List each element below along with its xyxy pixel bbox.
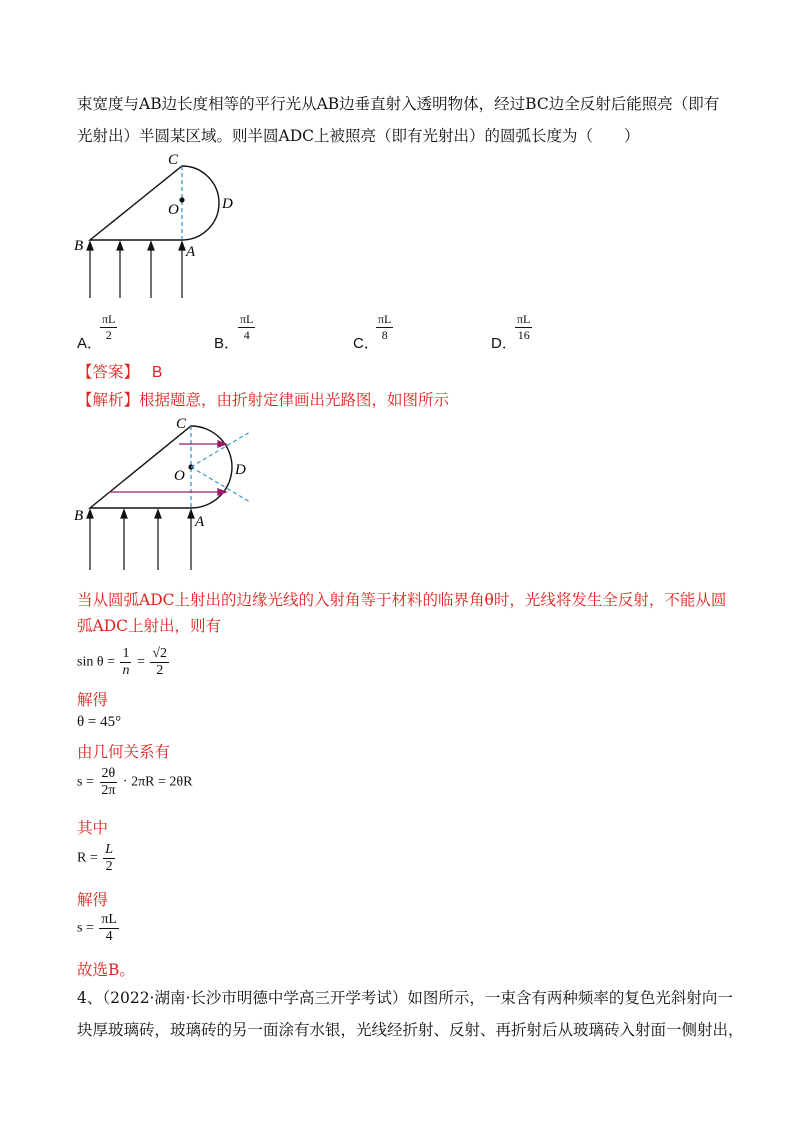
answer-value: B (151, 364, 163, 381)
analysis-para-2: 弧ADC上射出，则有 (77, 617, 221, 635)
equation-2: θ = 45° (77, 714, 122, 730)
equation-1: sin θ = $\frac{1}{n}$ = $\frac{√2}{2}$ (77, 646, 168, 678)
option-b-value: πL 4 (240, 312, 254, 342)
label-O-2: O (174, 468, 185, 484)
solve-label-1: 解得 (77, 691, 109, 709)
label-C-2: C (176, 416, 187, 432)
equation-3: s = $\frac{2\theta}{2\pi}$ · 2πR = 2θR (77, 766, 193, 798)
label-O: O (168, 202, 179, 218)
label-A: A (186, 244, 196, 260)
label-B: B (74, 238, 84, 254)
option-a[interactable]: A． (77, 335, 103, 352)
option-a-value: πL 2 (102, 312, 116, 342)
answer-line (77, 362, 162, 383)
equation-5: s = $\frac{\pi L}{4}$ (77, 912, 117, 944)
label-B-2: B (74, 508, 84, 524)
question-figure (70, 148, 250, 300)
conclusion: 故选B。 (77, 961, 135, 979)
option-c-value: πL 8 (378, 312, 392, 342)
label-D-2: D (235, 462, 246, 478)
next-question-line-2: 块厚玻璃砖，玻璃砖的另一面涂有水银，光线经折射、反射、再折射后从玻璃砖入射面一侧射出， (77, 1021, 744, 1039)
option-d-value: πL 16 (517, 312, 531, 342)
answer-tag: 【答案】 (77, 363, 140, 381)
analysis-para-1: 当从圆弧ADC上射出的边缘光线的入射角等于材料的临界角θ时，光线将发生全反射，不能从圆 (77, 591, 727, 609)
label-D: D (222, 196, 233, 212)
option-b[interactable]: B． (214, 335, 240, 352)
label-A-2: A (195, 514, 205, 530)
where-label: 其中 (77, 819, 109, 837)
label-C: C (168, 152, 179, 168)
next-question-line-1: 4、（2022·湖南·长沙市明德中学高三开学考试）如图所示，一束含有两种频率的复色光斜射向一 (77, 989, 733, 1007)
geometry-label: 由几何关系有 (77, 743, 171, 761)
option-d[interactable]: D． (491, 335, 517, 352)
solve-label-2: 解得 (77, 891, 109, 909)
analysis-intro: 【解析】根据题意，由折射定律画出光路图，如图所示 (77, 391, 450, 409)
question-line-1: 束宽度与AB边长度相等的平行光从AB边垂直射入透明物体，经过BC边全反射后能照亮（即有 (77, 95, 720, 113)
option-c[interactable]: C． (353, 335, 379, 352)
equation-4: R = $\frac{L}{2}$ (77, 842, 114, 874)
question-line-2: 光射出）半圆某区域。则半圆ADC上被照亮（即有光射出）的圆弧长度为（ ） (77, 127, 640, 145)
analysis-figure (70, 412, 260, 572)
